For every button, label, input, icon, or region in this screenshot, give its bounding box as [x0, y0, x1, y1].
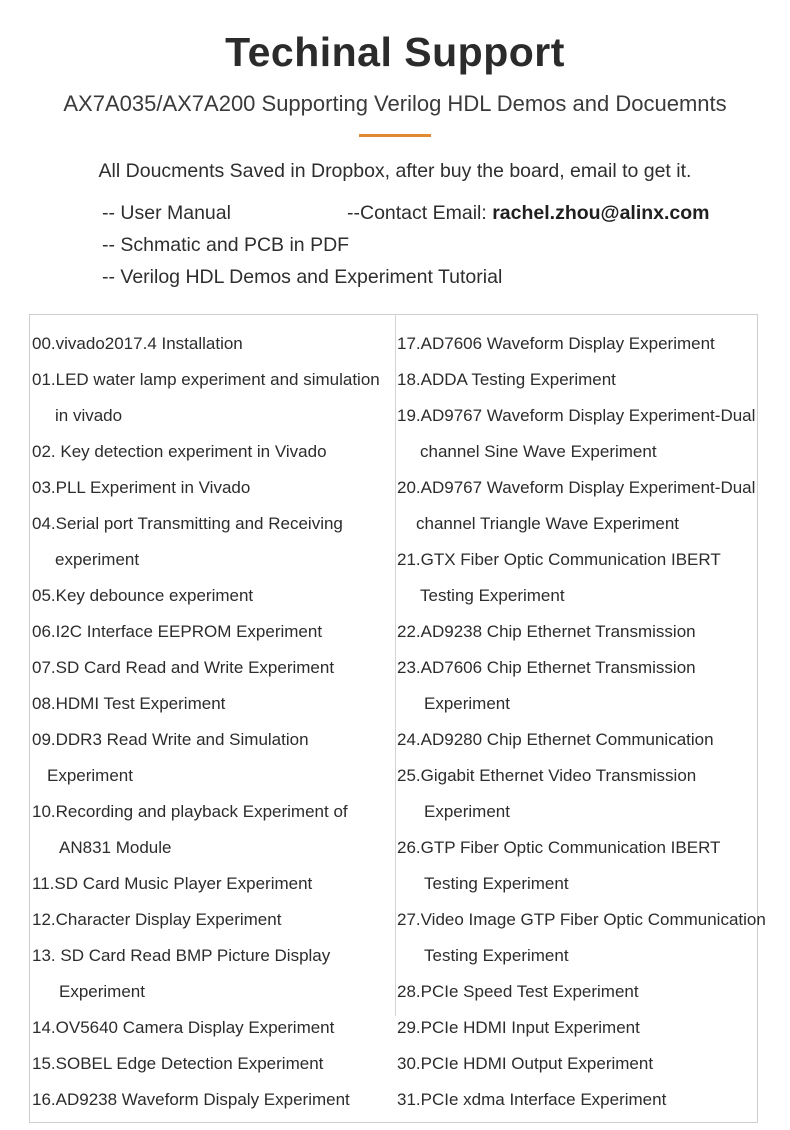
experiment-item: [32, 938, 392, 1010]
page-title: Techinal Support: [225, 29, 565, 75]
experiment-item: [32, 650, 392, 686]
experiment-item: [32, 794, 392, 866]
experiment-item: [32, 902, 392, 938]
experiment-item: [32, 686, 392, 722]
experiment-title: 03.PLL Experiment in Vivado: [32, 478, 251, 497]
experiment-title: 31.PCIe xdma Interface Experiment: [397, 1090, 667, 1109]
experiment-title: 19.AD9767 Waveform Display Experiment-Dual: [397, 406, 756, 425]
page-subtitle: AX7A035/AX7A200 Supporting Verilog HDL Demos and Docuemnts: [63, 91, 727, 116]
experiment-title: 20.AD9767 Waveform Display Experiment-Dual: [397, 478, 756, 497]
experiment-title: 27.Video Image GTP Fiber Optic Communication: [397, 910, 766, 929]
experiment-title: 26.GTP Fiber Optic Communication IBERT: [397, 838, 721, 857]
experiment-item: [32, 1010, 392, 1046]
contact-label: --Contact Email:: [347, 202, 493, 224]
experiment-item: [397, 1082, 777, 1118]
experiment-item: [32, 470, 392, 506]
column-divider: [395, 314, 396, 1016]
experiment-title: 13. SD Card Read BMP Picture Display: [32, 946, 331, 965]
experiment-item: [397, 326, 777, 362]
experiment-title-continued: Experiment: [59, 982, 145, 1001]
doc-item-schematic: -- Schmatic and PCB in PDF: [102, 234, 350, 256]
experiment-title-continued: Testing Experiment: [424, 946, 569, 965]
experiment-title: 18.ADDA Testing Experiment: [397, 370, 616, 389]
experiment-item: [32, 614, 392, 650]
experiment-title: 16.AD9238 Waveform Dispaly Experiment: [32, 1090, 350, 1109]
contact-line: [347, 199, 710, 227]
experiment-item: [32, 722, 392, 794]
experiment-title-continued: experiment: [55, 550, 140, 569]
experiment-item: [397, 362, 777, 398]
experiment-item: [32, 434, 392, 470]
experiment-title: 09.DDR3 Read Write and Simulation: [32, 730, 309, 749]
experiment-title: 08.HDMI Test Experiment: [32, 694, 226, 713]
experiment-title-continued: channel Sine Wave Experiment: [420, 442, 657, 461]
experiment-item: [397, 542, 777, 614]
experiment-item: [32, 362, 392, 434]
doc-item-demos: -- Verilog HDL Demos and Experiment Tutorial: [102, 266, 503, 288]
accent-divider: [359, 134, 431, 137]
experiment-title: 25.Gigabit Ethernet Video Transmission: [397, 766, 697, 785]
experiment-title: 30.PCIe HDMI Output Experiment: [397, 1054, 654, 1073]
experiment-title: 06.I2C Interface EEPROM Experiment: [32, 622, 323, 641]
experiment-title-continued: AN831 Module: [59, 838, 172, 857]
experiment-title-continued: Experiment: [47, 766, 133, 785]
experiment-title: 21.GTX Fiber Optic Communication IBERT: [397, 550, 721, 569]
experiment-title-continued: in vivado: [55, 406, 123, 425]
experiment-title: 28.PCIe Speed Test Experiment: [397, 982, 639, 1001]
experiment-item: [397, 1010, 777, 1046]
experiment-item: [32, 326, 392, 362]
doc-item-user-manual: -- User Manual: [102, 202, 231, 224]
experiment-title: 17.AD7606 Waveform Display Experiment: [397, 334, 715, 353]
experiment-item: [397, 614, 777, 650]
experiment-item: [397, 470, 777, 542]
experiment-title-continued: Experiment: [424, 802, 510, 821]
experiment-list-left: [32, 326, 392, 1118]
experiment-title: 10.Recording and playback Experiment of: [32, 802, 348, 821]
experiment-title-continued: channel Triangle Wave Experiment: [416, 514, 680, 533]
experiment-item: [32, 1046, 392, 1082]
experiment-title: 07.SD Card Read and Write Experiment: [32, 658, 335, 677]
experiment-title-continued: Testing Experiment: [420, 586, 565, 605]
experiment-item: [32, 506, 392, 578]
intro-text: All Doucments Saved in Dropbox, after buy the board, email to get it.: [98, 160, 692, 182]
experiment-item: [397, 830, 777, 902]
experiment-title: 02. Key detection experiment in Vivado: [32, 442, 327, 461]
experiment-title: 12.Character Display Experiment: [32, 910, 282, 929]
experiment-item: [32, 866, 392, 902]
experiment-item: [397, 1046, 777, 1082]
experiment-title: 22.AD9238 Chip Ethernet Transmission: [397, 622, 696, 641]
experiment-title: 11.SD Card Music Player Experiment: [32, 874, 313, 893]
experiment-title: 15.SOBEL Edge Detection Experiment: [32, 1054, 324, 1073]
experiment-title: 05.Key debounce experiment: [32, 586, 254, 605]
experiment-item: [397, 902, 777, 974]
experiment-title-continued: Experiment: [424, 694, 510, 713]
experiment-item: [32, 1082, 392, 1118]
experiment-title: 24.AD9280 Chip Ethernet Communication: [397, 730, 714, 749]
experiment-title: 23.AD7606 Chip Ethernet Transmission: [397, 658, 696, 677]
experiment-title: 04.Serial port Transmitting and Receiving: [32, 514, 343, 533]
experiment-item: [397, 650, 777, 722]
experiment-item: [32, 578, 392, 614]
experiment-item: [397, 758, 777, 830]
experiment-item: [397, 398, 777, 470]
experiment-title: 00.vivado2017.4 Installation: [32, 334, 243, 353]
experiment-title-continued: Testing Experiment: [424, 874, 569, 893]
experiment-title: 01.LED water lamp experiment and simulation: [32, 370, 380, 389]
contact-email: rachel.zhou@alinx.com: [492, 202, 710, 224]
experiment-item: [397, 974, 777, 1010]
experiment-list-right: [397, 326, 777, 1118]
experiment-item: [397, 722, 777, 758]
experiment-title: 29.PCIe HDMI Input Experiment: [397, 1018, 640, 1037]
experiment-title: 14.OV5640 Camera Display Experiment: [32, 1018, 335, 1037]
